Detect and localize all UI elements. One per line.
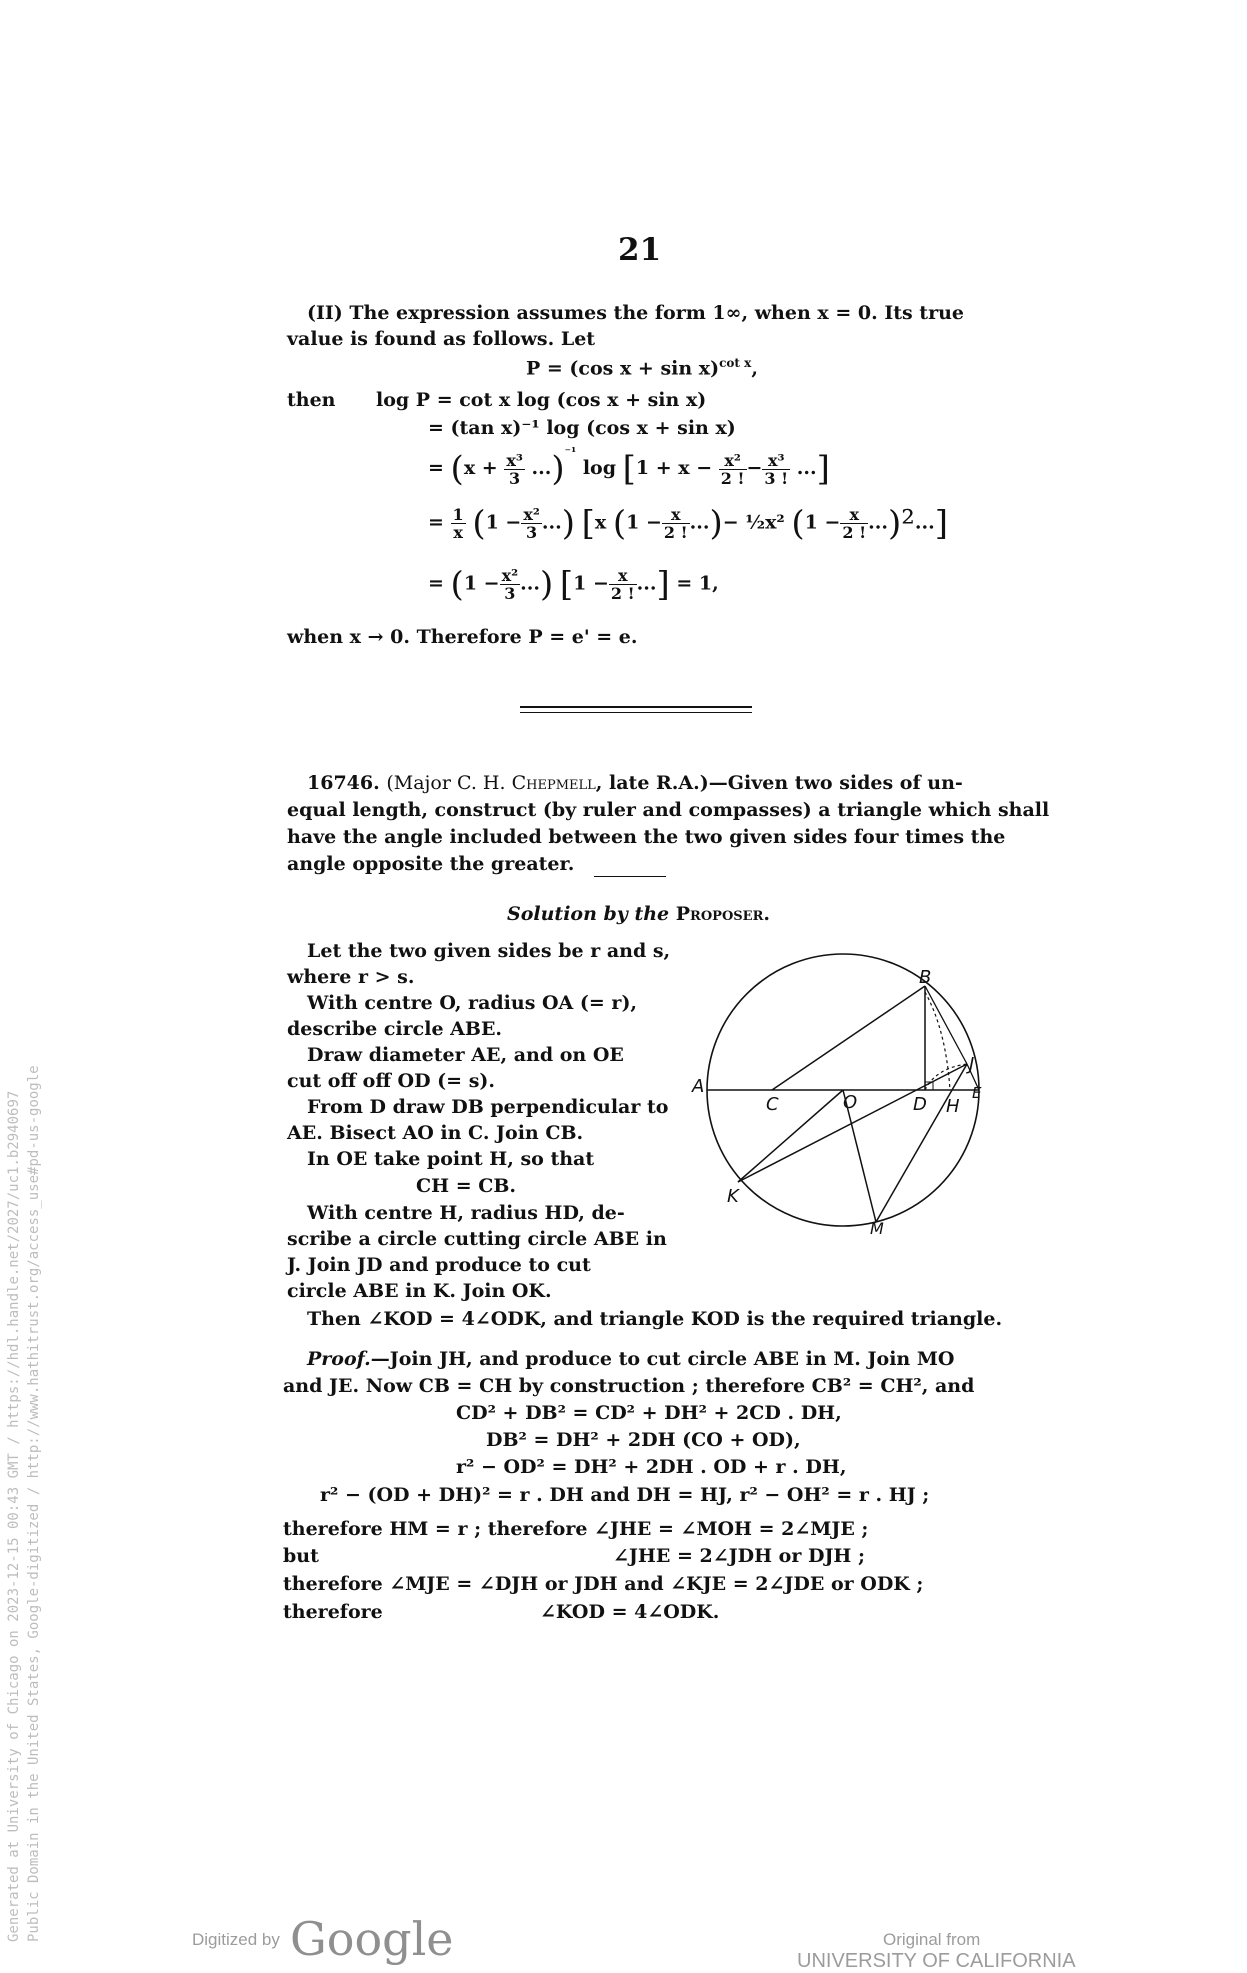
question-short-rule xyxy=(594,876,666,877)
label-B: B xyxy=(919,967,932,988)
equation-line-3 xyxy=(428,445,830,487)
separator-rule-top xyxy=(520,706,752,708)
eq4-paren-2: ) xyxy=(561,503,576,544)
proof-eq-6: ∠JHE = 2∠JDH or DJH ; xyxy=(613,1545,866,1567)
eq4-ellipsis-3: ... xyxy=(868,511,889,534)
proof-eq-2: DB² = DH² + 2DH (CO + OD), xyxy=(486,1429,801,1451)
eq5-fraction-2: $\frac{x}{2 !}$ xyxy=(610,566,635,603)
eq4-paren-6-squared: )² xyxy=(888,503,915,544)
eq5-bracket-open: [ xyxy=(559,564,574,605)
eq3-term: x + xyxy=(463,457,498,479)
construction-line-11: With centre H, radius HD, de- xyxy=(307,1202,625,1224)
eq3-close-paren: ) xyxy=(551,449,565,489)
construction-line-6: cut off off OD (= s). xyxy=(287,1070,496,1092)
eq4-fraction-1-over-x: $\frac{1}{x}$ xyxy=(452,505,464,542)
label-A: A xyxy=(692,1076,705,1097)
separator-rule-bottom xyxy=(520,712,752,713)
eq5-one-minus-2: 1 − xyxy=(573,572,609,595)
construction-line-1: Let the two given sides be r and s, xyxy=(307,940,671,962)
eq3-series: 1 + x − xyxy=(635,457,713,479)
eq4-ellipsis-4: ... xyxy=(914,511,935,534)
question-author-name: Chepmell xyxy=(511,772,596,794)
eq3-open-paren: ( xyxy=(450,449,464,489)
eq4-paren-4: ) xyxy=(709,503,723,544)
label-H: H xyxy=(946,1096,960,1117)
google-logo: Google xyxy=(290,1912,454,1966)
eq5-fraction-1: $\frac{\text{x²}}{3}$ xyxy=(501,566,519,603)
proof-line-1-text: —Join JH, and produce to cut circle ABE in M. Join MO xyxy=(370,1348,955,1370)
eq3-ellipsis-2: ... xyxy=(796,457,817,479)
construction-line-2: where r > s. xyxy=(287,966,415,988)
proof-eq-1: CD² + DB² = CD² + DH² + 2CD . DH, xyxy=(456,1402,842,1424)
eq3-fraction-1: $\frac{\text{x³}}{3}$ xyxy=(506,450,523,488)
construction-line-12: scribe a circle cutting circle ABE in xyxy=(287,1228,667,1250)
question-line-4: angle opposite the greater. xyxy=(287,853,575,875)
proof-eq-8: ∠KOD = 4∠ODK. xyxy=(540,1601,720,1623)
eq3-fraction-2: $\frac{\text{x²}}{2 !}$ xyxy=(720,450,745,488)
line-CB xyxy=(772,986,925,1090)
construction-line-8: AE. Bisect AO in C. Join CB. xyxy=(287,1122,584,1144)
eq4-bracket-open: [ xyxy=(581,503,595,544)
proof-therefore-label: therefore xyxy=(283,1601,383,1623)
hathitrust-watermark xyxy=(4,1065,44,1942)
eq3-minus: − xyxy=(746,457,763,479)
label-D: D xyxy=(913,1094,927,1115)
proof-eq-3: r² − OD² = DH² + 2DH . OD + r . DH, xyxy=(456,1456,847,1478)
eq4-ellipsis-2: ... xyxy=(689,511,710,534)
eq3-inverse: ⁻¹ xyxy=(564,445,577,459)
proof-line-1 xyxy=(307,1348,954,1370)
label-K: K xyxy=(727,1186,739,1207)
equation-log-2: = (tan x)⁻¹ log (cos x + sin x) xyxy=(428,417,736,439)
question-author-suffix: , late R.A.)—Given two sides of un- xyxy=(595,772,963,794)
eq3-open-bracket: [ xyxy=(622,449,636,489)
eq4-ellipsis-1: ... xyxy=(541,511,562,534)
eq4-bracket-close: ] xyxy=(934,503,949,544)
eq4-half-x-squared: − ½x² xyxy=(722,511,785,534)
label-C: C xyxy=(766,1094,779,1115)
part-two-line-2: value is found as follows. Let xyxy=(287,328,596,350)
label-J: J xyxy=(969,1054,975,1075)
eq4-one-minus: 1 − xyxy=(485,511,522,534)
question-line-2: equal length, construct (by ruler and compasses) a triangle which shall xyxy=(287,799,1050,821)
solution-heading-prefix: Solution by the xyxy=(507,903,676,925)
proof-eq-7: therefore ∠MJE = ∠DJH or JDH and ∠KJE = 2∠JDE or ODK ; xyxy=(283,1573,924,1595)
proof-but-label: but xyxy=(283,1545,319,1567)
label-M: M xyxy=(870,1219,884,1238)
eq5-equals: = xyxy=(428,572,444,595)
construction-line-9: In OE take point H, so that xyxy=(307,1148,595,1170)
equation-P: P = (cos x + sin x)$^{cot x}$, xyxy=(526,356,758,380)
eq5-ellipsis-1: ... xyxy=(520,572,540,595)
eq3-log: log xyxy=(582,457,617,479)
eq4-x: x xyxy=(594,511,607,534)
question-line-3: have the angle included between the two given sides four times the xyxy=(287,826,1006,848)
page-number: 21 xyxy=(618,232,662,268)
label-O: O xyxy=(843,1092,858,1113)
construction-line-14: circle ABE in K. Join OK. xyxy=(287,1280,552,1302)
question-line-1 xyxy=(307,772,963,794)
eq4-one-minus-3: 1 − xyxy=(804,511,841,534)
eq4-fraction-4: $\frac{x}{2 !}$ xyxy=(842,505,867,542)
eq4-equals: = xyxy=(428,511,444,534)
eq4-paren-5: ( xyxy=(791,503,805,544)
eq4-paren-3: ( xyxy=(612,503,627,544)
original-from-label: Original from xyxy=(883,1930,981,1949)
equation-line-4 xyxy=(428,503,949,544)
construction-line-5: Draw diameter AE, and on OE xyxy=(307,1044,624,1066)
proof-eq-4: r² − (OD + DH)² = r . DH and DH = HJ, r² − OH² = r . HJ ; xyxy=(320,1484,930,1506)
then-line: Then ∠KOD = 4∠ODK, and triangle KOD is the required triangle. xyxy=(307,1308,1003,1330)
conclusion-line: when x → 0. Therefore P = e' = e. xyxy=(287,626,638,648)
construction-line-13: J. Join JD and produce to cut xyxy=(287,1254,591,1276)
eq4-one-minus-2: 1 − xyxy=(626,511,662,534)
eq5-ellipsis-2: ... xyxy=(636,572,657,595)
proof-line-2: and JE. Now CB = CH by construction ; therefore CB² = CH², and xyxy=(283,1375,975,1397)
eq5-paren-open: ( xyxy=(450,564,464,605)
part-two-line-1: (II) The expression assumes the form 1∞, when x = 0. Its true xyxy=(307,302,964,324)
construction-line-7: From D draw DB perpendicular to xyxy=(307,1096,669,1118)
construction-line-3: With centre O, radius OA (= r), xyxy=(307,992,638,1014)
equation-P-exponent: cot x xyxy=(719,356,752,370)
eq5-paren-close: ) xyxy=(539,564,554,605)
question-author-prefix: (Major C. H. xyxy=(386,772,512,794)
equation-log-1: log P = cot x log (cos x + sin x) xyxy=(376,389,707,411)
construction-line-4: describe circle ABE. xyxy=(287,1018,503,1040)
eq3-equals: = xyxy=(428,457,444,479)
eq3-fraction-3: $\frac{\text{x³}}{3 !}$ xyxy=(764,450,789,488)
solution-heading xyxy=(507,903,770,925)
watermark-line-1: Generated at University of Chicago on 2023-12-15 00:43 GMT / https://hdl.handle.net/2027/uc1.b2940697 xyxy=(6,1090,22,1942)
solution-heading-name: Proposer. xyxy=(675,903,770,925)
equation-P-base: P = (cos x + sin x) xyxy=(526,357,720,380)
digitized-by-label: Digitized by xyxy=(192,1930,280,1949)
line-BJ xyxy=(925,986,967,1064)
eq5-one-minus: 1 − xyxy=(463,572,500,595)
eq3-ellipsis: ... xyxy=(531,457,552,479)
university-label: UNIVERSITY OF CALIFORNIA xyxy=(797,1950,1076,1972)
then-label: then xyxy=(287,389,336,411)
eq4-fraction-2: $\frac{\text{x²}}{3}$ xyxy=(523,505,540,542)
geometry-diagram xyxy=(680,948,1000,1238)
question-number: 16746. xyxy=(307,772,380,794)
eq3-close-bracket: ] xyxy=(816,449,830,489)
label-E: E xyxy=(972,1084,982,1102)
construction-line-10: CH = CB. xyxy=(416,1175,517,1197)
proof-label: Proof. xyxy=(307,1348,371,1370)
watermark-line-2: Public Domain in the United States, Google-digitized / http://www.hathitrust.org/access_use#pd-us-google xyxy=(26,1065,42,1942)
eq5-result: = 1, xyxy=(676,572,719,595)
eq4-fraction-3: $\frac{x}{2 !}$ xyxy=(663,505,688,542)
proof-eq-5: therefore HM = r ; therefore ∠JHE = ∠MOH = 2∠MJE ; xyxy=(283,1518,869,1540)
equation-line-5 xyxy=(428,564,719,605)
eq5-bracket-close: ] xyxy=(656,564,670,605)
eq4-paren-1: ( xyxy=(472,503,486,544)
